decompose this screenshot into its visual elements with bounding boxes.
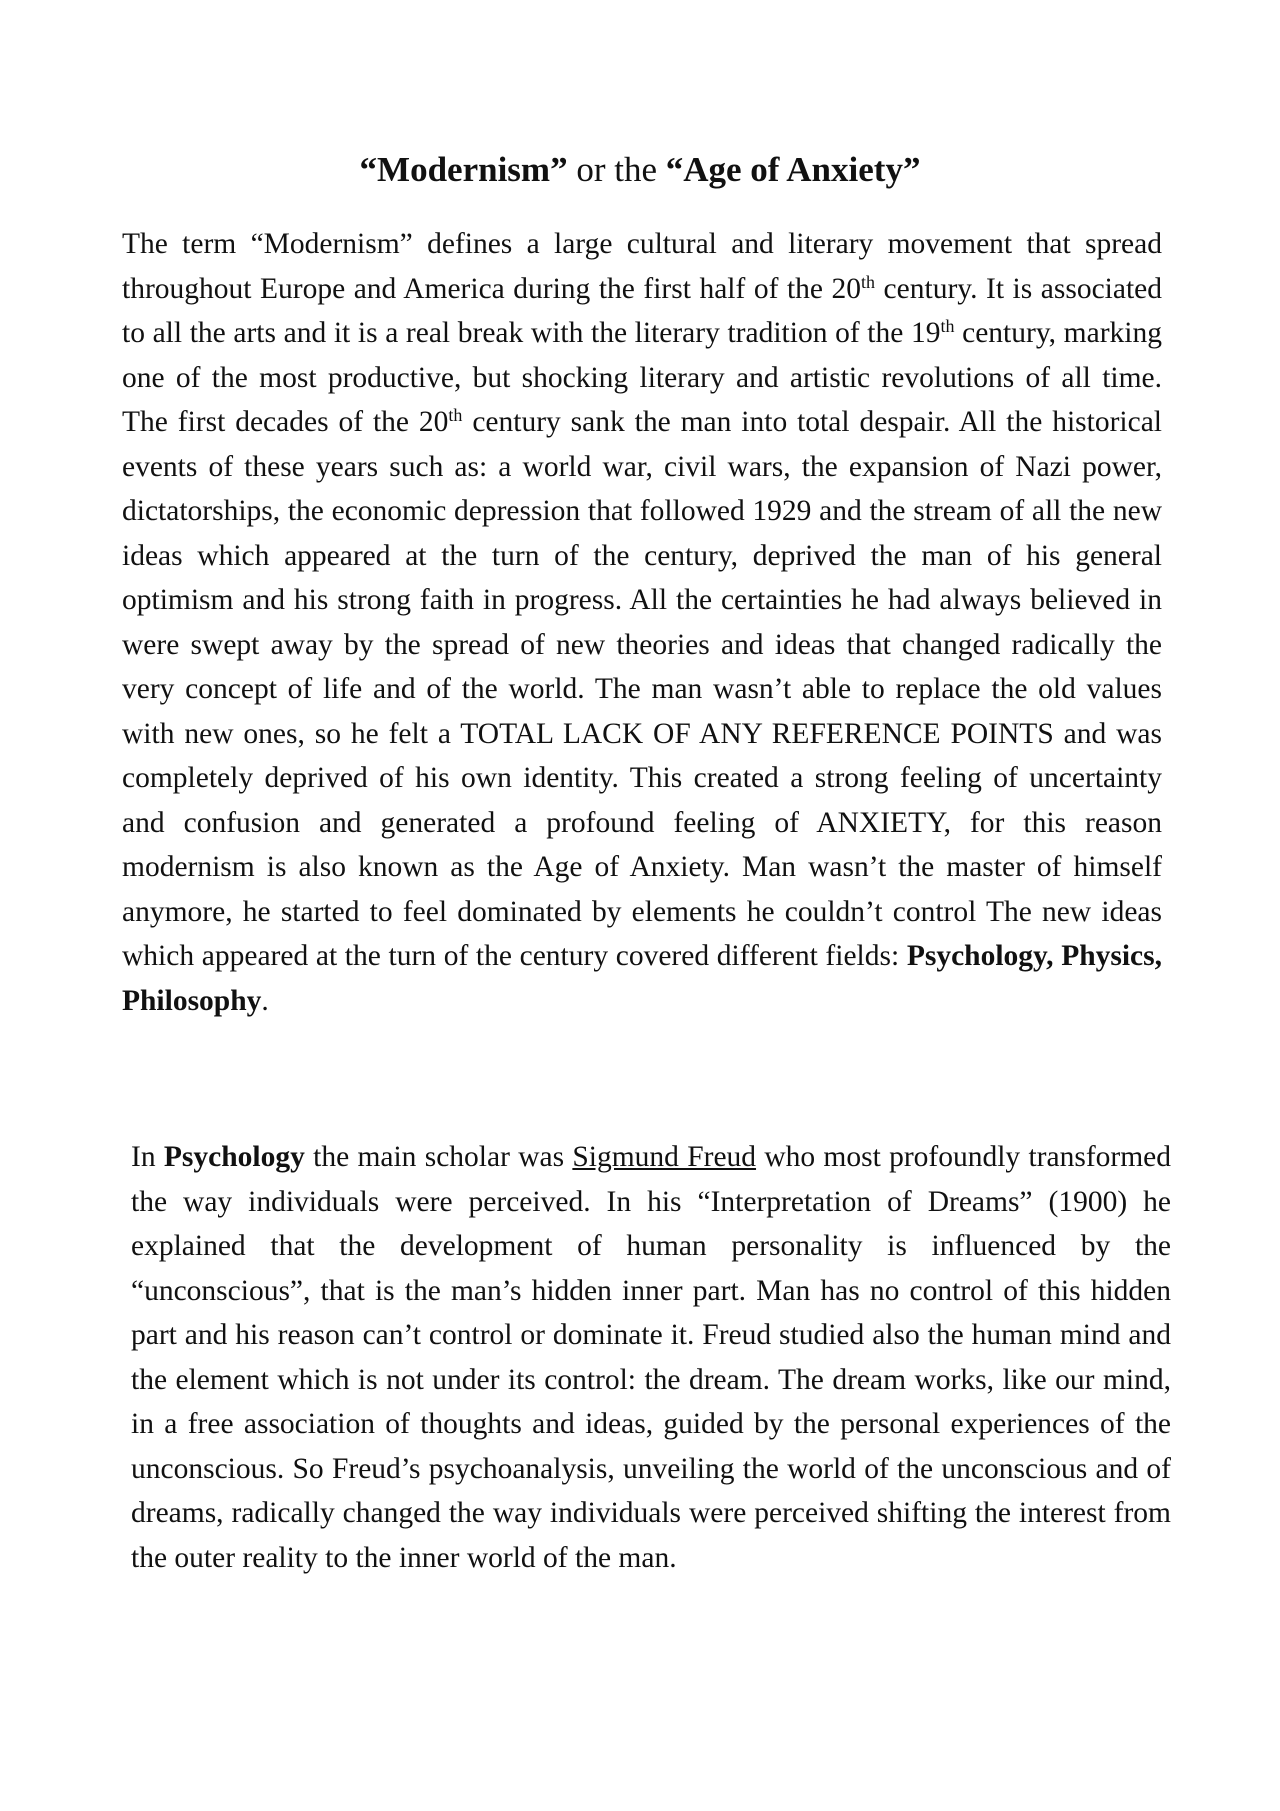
- title-quote-open-2: “: [665, 150, 684, 189]
- p1-text-3: century, marking one of the most productive, but shocking literary and artistic revolutions of all time. The first decades of the 20: [122, 317, 1162, 438]
- p1-text-2: century. It is associated to all the arts and it is a real break with the literary tradition of the 19: [122, 272, 1162, 349]
- p2-text-2: the main scholar was: [304, 1141, 573, 1173]
- paragraph-modernism-intro: [122, 222, 1162, 1023]
- title-modernism: Modernism: [377, 150, 551, 189]
- title-age-of-anxiety: Age of Anxiety: [683, 150, 903, 189]
- page-title: [0, 148, 1280, 192]
- title-connector: or the: [567, 150, 666, 189]
- p2-sigmund-freud: Sigmund Freud: [572, 1141, 757, 1173]
- p1-superscript-2: th: [940, 316, 955, 336]
- p2-text-1: In: [131, 1141, 164, 1173]
- p2-text-3: who most profoundly transformed the way individuals were perceived. In his “Interpretation of Dreams” (1900) he explained that the development of human personality is influenced by the “unconscious”, that is the man’s hidden inner part. Man has no control of this hidden part and his reason can’t control or dominate it. Freud studied also the human mind and the element which is not under its control: the dream. The dream works, like our mind, in a free association of thoughts and ideas, guided by the personal experiences of the unconscious. So Freud’s psychoanalysis, unveiling the world of the unconscious and of dreams, radically changed the way individuals were perceived shifting the interest from the outer reality to the inner world of the man.: [131, 1141, 1172, 1574]
- title-quote-open-1: “: [359, 150, 378, 189]
- p1-fields-bold: Psychology, Physics, Philosophy: [122, 940, 1162, 1017]
- p1-superscript-1: th: [861, 271, 876, 292]
- p1-superscript-3: th: [448, 405, 463, 425]
- p1-text-4: century sank the man into total despair. All the historical events of these years such as: a world war, civil wars, the expansion of Nazi power, dictatorships, the economic depression that followed 1929 and the stream of all the new ideas which appeared at the turn of the century, deprived the man of his general optimism and his strong faith in progress. All the certainties he had always believed in were swept away by the spread of new theories and ideas that changed radically the very concept of life and of the world. The man wasn’t able to replace the old values with new ones, so he felt a TOTAL LACK OF ANY REFERENCE POINTS and was completely deprived of his own identity. This created a strong feeling of uncertainty and confusion and generated a profound feeling of ANXIETY, for this reason modernism is also known as the Age of Anxiety. Man wasn’t the master of himself anymore, he started to feel dominated by elements he couldn’t control The new ideas which appeared at the turn of the century covered different fields:: [122, 406, 1162, 972]
- p2-psychology-bold: Psychology: [163, 1141, 305, 1173]
- title-quote-close-2: ”: [902, 150, 921, 189]
- p1-end: .: [261, 984, 269, 1017]
- paragraph-psychology: [122, 1135, 1171, 1580]
- p1-text-1: The term “Modernism” defines a large cultural and literary movement that spread throughout Europe and America during the first half of the 20: [122, 228, 1162, 305]
- title-quote-close-1: ”: [550, 150, 568, 189]
